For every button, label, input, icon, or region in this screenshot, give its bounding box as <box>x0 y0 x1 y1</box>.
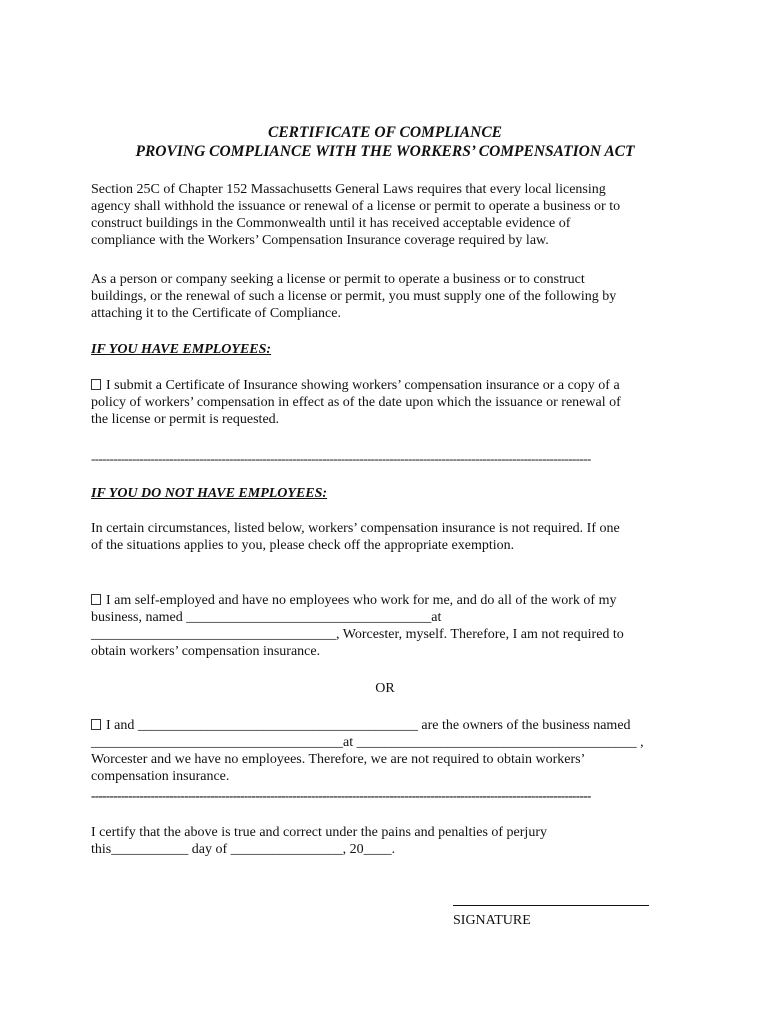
signature-line[interactable] <box>453 905 649 906</box>
certify-line: this___________ day of ________________, 20____. <box>91 842 396 857</box>
or-separator: OR <box>375 681 395 696</box>
checkbox[interactable] <box>91 594 101 605</box>
employees-option-line <box>91 377 691 394</box>
title-line-1: CERTIFICATE OF COMPLIANCE <box>267 124 502 141</box>
certification-statement <box>91 824 691 858</box>
instructions-line: As a person or company seeking a license or permit to operate a business or to construct <box>91 272 585 287</box>
owners-line: compensation insurance. <box>91 769 230 784</box>
owners-line <box>91 717 691 734</box>
self-employed-text: I am self-employed and have no employees who work for me, and do all of the work of my <box>106 593 617 608</box>
self-employed-line <box>91 592 691 609</box>
self-employed-line: ___________________________________, Worcester, myself. Therefore, I am not required to <box>91 627 624 642</box>
employees-option-text: I submit a Certificate of Insurance showing workers’ compensation insurance or a copy of a <box>106 378 620 393</box>
intro-line: Section 25C of Chapter 152 Massachusetts General Laws requires that every local licensing <box>91 182 606 197</box>
self-employed-line: business, named ___________________________________at <box>91 610 442 625</box>
owners-text: I and ________________________________________ are the owners of the business named <box>106 718 631 733</box>
owners-line: Worcester and we have no employees. Therefore, we are not required to obtain workers’ <box>91 752 586 767</box>
owners-line: ____________________________________at ________________________________________ , <box>91 735 644 750</box>
no-employees-intro-line: In certain circumstances, listed below, workers’ compensation insurance is not required. If one <box>91 521 620 536</box>
owners-option <box>91 717 691 785</box>
instructions-paragraph <box>91 271 691 322</box>
intro-line: construct buildings in the Commonwealth until it has received acceptable evidence of <box>91 216 571 231</box>
signature-label: SIGNATURE <box>453 913 531 928</box>
document-title <box>0 123 770 161</box>
employees-heading: IF YOU HAVE EMPLOYEES: <box>91 342 272 357</box>
intro-paragraph <box>91 181 691 249</box>
self-employed-line: obtain workers’ compensation insurance. <box>91 644 321 659</box>
no-employees-intro-line: of the situations applies to you, please check off the appropriate exemption. <box>91 538 515 553</box>
checkbox[interactable] <box>91 719 101 730</box>
intro-line: compliance with the Workers’ Compensation Insurance coverage required by law. <box>91 233 549 248</box>
instructions-line: attaching it to the Certificate of Compliance. <box>91 306 341 321</box>
employees-option-line: policy of workers’ compensation in effect as of the date upon which the issuance or renewal of <box>91 395 621 410</box>
instructions-line: buildings, or the renewal of such a license or permit, you must supply one of the following by <box>91 289 617 304</box>
no-employees-heading: IF YOU DO NOT HAVE EMPLOYEES: <box>91 486 328 501</box>
no-employees-intro <box>91 520 691 554</box>
certify-line: I certify that the above is true and correct under the pains and penalties of perjury <box>91 825 547 840</box>
employees-option-line: the license or permit is requested. <box>91 412 280 427</box>
intro-line: agency shall withhold the issuance or renewal of a license or permit to operate a business or to <box>91 199 621 214</box>
self-employed-option <box>91 592 691 660</box>
checkbox[interactable] <box>91 379 101 390</box>
section-divider: -------------------------------------------------------------------------------------------------------------------------------------- <box>91 451 591 466</box>
section-divider-bold: -------------------------------------------------------------------------------------------------------------------------------------- <box>91 788 591 803</box>
title-line-2: PROVING COMPLIANCE WITH THE WORKERS’ COMPENSATION ACT <box>135 143 635 160</box>
employees-option <box>91 377 691 428</box>
